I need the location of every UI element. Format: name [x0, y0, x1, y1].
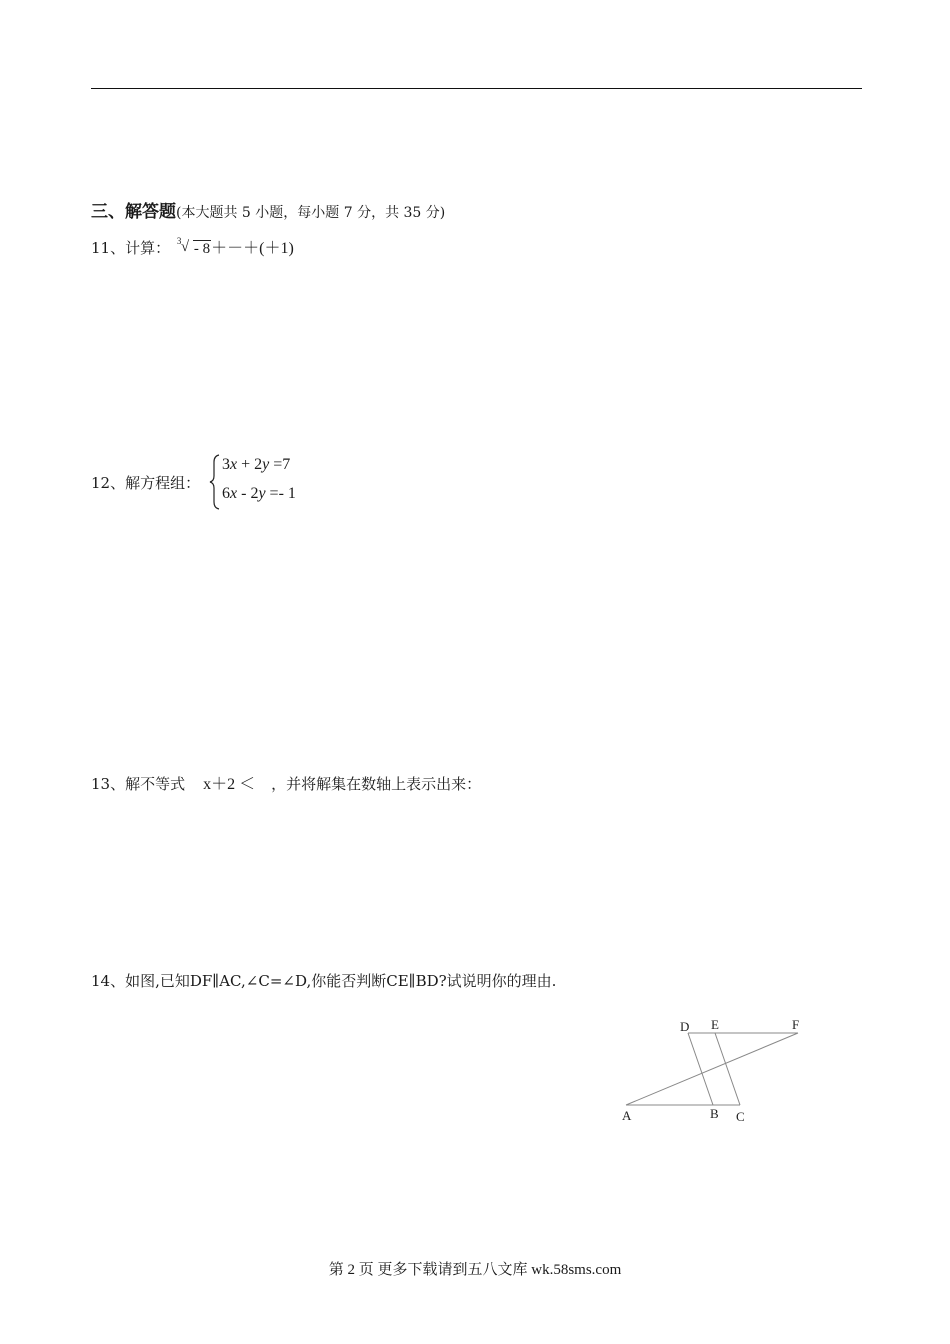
equation-2: 6x - 2y =- 1: [222, 485, 296, 502]
label-A: A: [622, 1108, 632, 1123]
radicand: - 8: [193, 241, 211, 257]
question-prompt: 解方程组：: [125, 474, 201, 492]
section-note: (本大题共 5 小题，每小题 7 分，共 35 分): [176, 205, 446, 221]
page-footer: 第 2 页 更多下载请到五八文库 wk.58sms.com: [328, 1262, 622, 1278]
question-number: 12、: [91, 474, 126, 492]
cube-root: [175, 236, 211, 258]
line-DB: [688, 1033, 713, 1105]
question-prompt: 计算：: [125, 239, 171, 257]
label-C: C: [736, 1109, 745, 1124]
line-EC: [715, 1033, 740, 1105]
question-prompt: 解不等式: [125, 775, 186, 793]
question-13: [91, 771, 481, 794]
question-12: [91, 472, 200, 493]
question-14: [91, 970, 556, 991]
question-text: 如图,已知DF∥AC,∠C=∠D,你能否判断CE∥BD?试说明你的理由.: [125, 972, 557, 990]
system-brace: [208, 454, 222, 510]
radical-sign: √: [180, 239, 190, 255]
question-number: 14、: [91, 972, 126, 990]
section-title: 三、解答题: [91, 202, 176, 222]
line-AF: [626, 1033, 798, 1105]
label-F: F: [792, 1017, 800, 1032]
header-rule: [91, 88, 862, 89]
section-heading: [91, 197, 445, 222]
expression-rest: ＋－＋(＋1): [211, 240, 294, 257]
question-rest: ，并将解集在数轴上表示出来：: [271, 775, 482, 793]
label-D: D: [680, 1019, 690, 1034]
question-number: 11、: [91, 239, 126, 257]
root-index: 3: [176, 236, 182, 246]
inequality-expression: x＋2 ＜: [203, 776, 256, 793]
question-number: 13、: [91, 775, 126, 793]
label-B: B: [710, 1106, 719, 1121]
geometry-figure: [600, 1005, 830, 1135]
equation-1: 3x + 2y =7: [222, 456, 291, 473]
label-E: E: [711, 1017, 719, 1032]
question-11: [91, 235, 294, 258]
